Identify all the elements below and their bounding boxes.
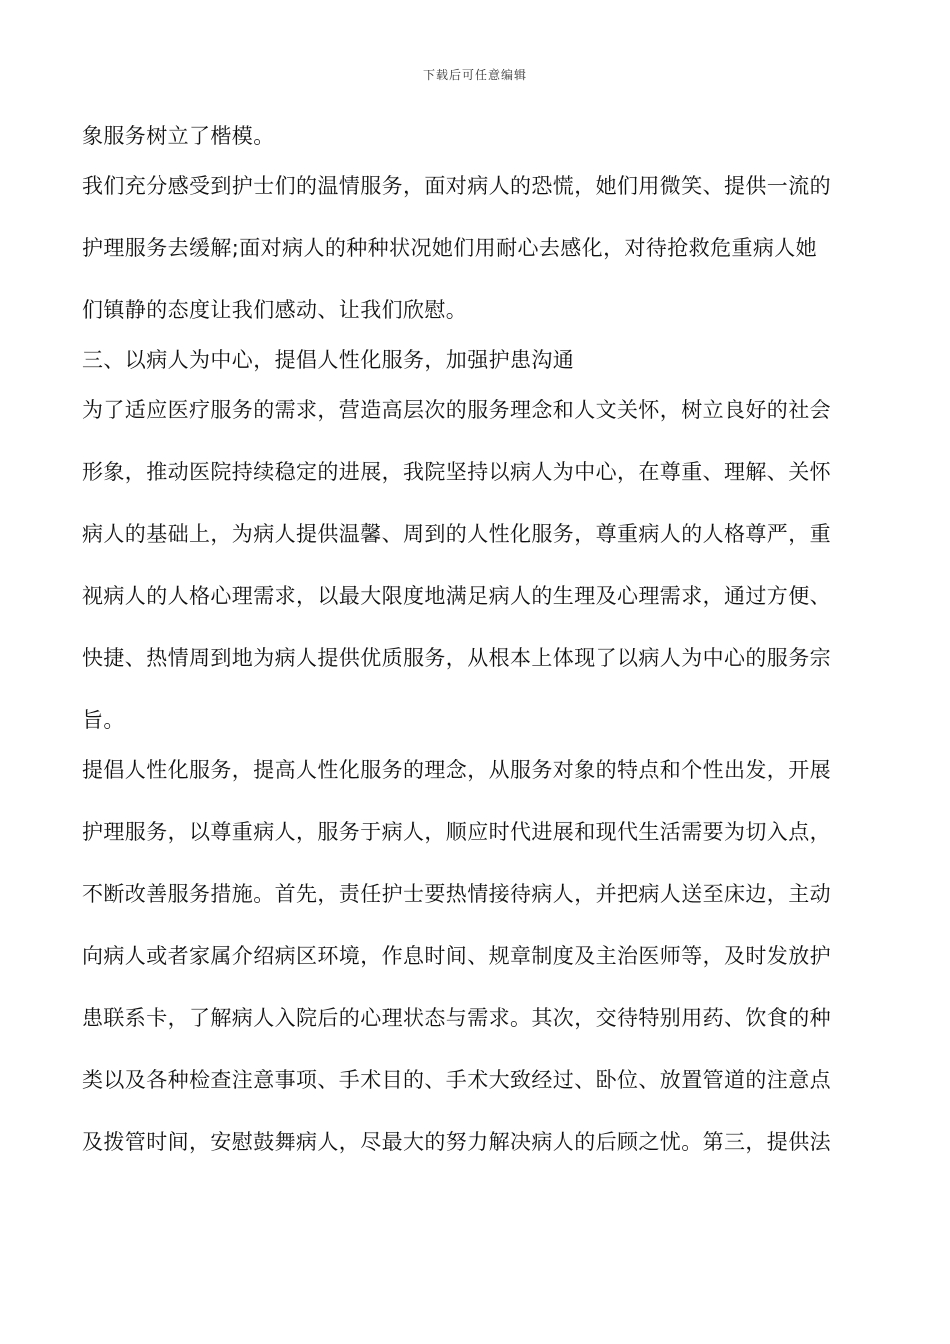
- text-line: 病人的基础上，为病人提供温馨、周到的人性化服务，尊重病人的人格尊严，重: [82, 522, 831, 546]
- text-line: 形象，推动医院持续稳定的进展，我院坚持以病人为中心，在尊重、理解、关怀: [82, 460, 831, 484]
- text-line: 为了适应医疗服务的需求，营造高层次的服务理念和人文关怀，树立良好的社会: [82, 398, 831, 422]
- text-line: 及拨管时间，安慰鼓舞病人，尽最大的努力解决病人的后顾之忧。第三，提供法: [82, 1130, 831, 1154]
- text-line: 类以及各种检查注意事项、手术目的、手术大致经过、卧位、放置管道的注意点: [82, 1068, 831, 1092]
- text-line: 象服务树立了楷模。: [82, 124, 275, 148]
- text-line: 患联系卡，了解病人入院后的心理状态与需求。其次，交待特别用药、饮食的种: [82, 1006, 831, 1030]
- text-line: 护理服务去缓解;面对病人的种种状况她们用耐心去感化，对待抢救危重病人她: [82, 236, 818, 260]
- text-line: 视病人的人格心理需求，以最大限度地满足病人的生理及心理需求，通过方便、: [82, 584, 831, 608]
- text-line: 护理服务，以尊重病人，服务于病人，顺应时代进展和现代生活需要为切入点，: [82, 820, 831, 844]
- text-line: 快捷、热情周到地为病人提供优质服务，从根本上体现了以病人为中心的服务宗: [82, 646, 831, 670]
- text-line: 向病人或者家属介绍病区环境，作息时间、规章制度及主治医师等，及时发放护: [82, 944, 831, 968]
- page-header: 下载后可任意编辑: [422, 68, 527, 82]
- text-line: 提倡人性化服务，提高人性化服务的理念，从服务对象的特点和个性出发，开展: [82, 758, 831, 782]
- text-line: 不断改善服务措施。首先，责任护士要热情接待病人，并把病人送至床边，主动: [82, 882, 831, 906]
- text-line: 我们充分感受到护士们的温情服务，面对病人的恐慌，她们用微笑、提供一流的: [82, 174, 831, 198]
- text-line: 们镇静的态度让我们感动、让我们欣慰。: [82, 298, 468, 322]
- text-line: 旨。: [82, 708, 125, 732]
- document-body: [82, 112, 872, 1180]
- section-heading: 三、以病人为中心，提倡人性化服务，加强护患沟通: [82, 348, 575, 372]
